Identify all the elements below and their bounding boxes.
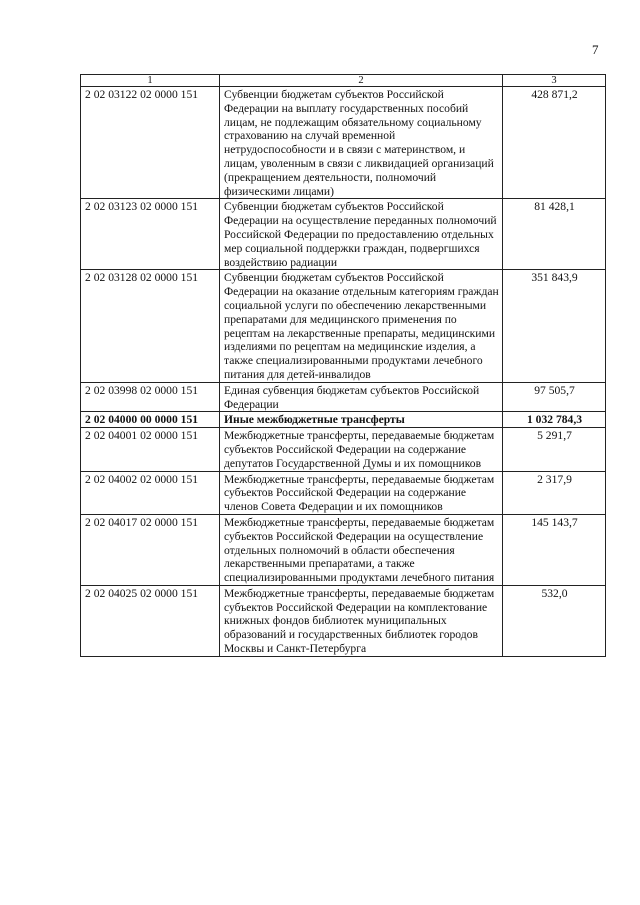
row-code: 2 02 04025 02 0000 151: [81, 585, 220, 656]
table-row: [81, 199, 606, 270]
row-amount: 1 032 784,3: [503, 412, 606, 428]
row-code: 2 02 04002 02 0000 151: [81, 471, 220, 514]
row-code: 2 02 04000 00 0000 151: [81, 412, 220, 428]
table-row: [81, 585, 606, 656]
row-amount: 428 871,2: [503, 87, 606, 199]
row-amount: 97 505,7: [503, 382, 606, 412]
row-description: Иные межбюджетные трансферты: [220, 412, 503, 428]
table-row: [81, 514, 606, 585]
row-description: Единая субвенция бюджетам субъектов Российской Федерации: [220, 382, 503, 412]
row-code: 2 02 04001 02 0000 151: [81, 428, 220, 471]
row-code: 2 02 03122 02 0000 151: [81, 87, 220, 199]
header-description: 2: [220, 75, 503, 87]
row-amount: 532,0: [503, 585, 606, 656]
row-description: Межбюджетные трансферты, передаваемые бюджетам субъектов Российской Федерации на содержание депутатов Государственной Думы и их помощников: [220, 428, 503, 471]
page-number: 7: [592, 42, 599, 57]
row-description: Субвенции бюджетам субъектов Российской Федерации на осуществление переданных полномочий Российской Федерации по предоставлению отдельных мер социальной поддержки граждан, подвергшихся воздействию радиации: [220, 199, 503, 270]
header-amount: 3: [503, 75, 606, 87]
table-header-row: [81, 75, 606, 87]
row-amount: 5 291,7: [503, 428, 606, 471]
row-code: 2 02 03123 02 0000 151: [81, 199, 220, 270]
row-amount: 2 317,9: [503, 471, 606, 514]
row-amount: 81 428,1: [503, 199, 606, 270]
row-code: 2 02 03998 02 0000 151: [81, 382, 220, 412]
header-code: 1: [81, 75, 220, 87]
budget-table: [80, 74, 606, 657]
row-code: 2 02 03128 02 0000 151: [81, 270, 220, 382]
table-row: [81, 428, 606, 471]
row-description: Межбюджетные трансферты, передаваемые бюджетам субъектов Российской Федерации на содержание членов Совета Федерации и их помощников: [220, 471, 503, 514]
row-amount: 145 143,7: [503, 514, 606, 585]
table-row: [81, 382, 606, 412]
row-description: Межбюджетные трансферты, передаваемые бюджетам субъектов Российской Федерации на комплектование книжных фондов библиотек муниципальных образований и государственных библиотек городов Москвы и Санкт-Петербурга: [220, 585, 503, 656]
row-description: Межбюджетные трансферты, передаваемые бюджетам субъектов Российской Федерации на осуществление отдельных полномочий в области обеспечения лекарственными препаратами, а также специализированными продуктами лечебного питания: [220, 514, 503, 585]
table-row-total: [81, 412, 606, 428]
row-code: 2 02 04017 02 0000 151: [81, 514, 220, 585]
table-row: [81, 270, 606, 382]
row-description: Субвенции бюджетам субъектов Российской Федерации на оказание отдельным категориям граждан социальной услуги по обеспечению лекарственными препаратами для медицинского применения по рецептам на лекарственные препараты, медицинскими изделиями по рецептам на медицинские изделия, а также специализированными продуктами лечебного питания для детей-инвалидов: [220, 270, 503, 382]
row-description: Субвенции бюджетам субъектов Российской Федерации на выплату государственных пособий лицам, не подлежащим обязательному социальному страхованию на случай временной нетрудоспособности и в связи с материнством, и лицам, уволенным в связи с ликвидацией организаций (прекращением деятельности, полномочий физическими лицами): [220, 87, 503, 199]
table-row: [81, 87, 606, 199]
row-amount: 351 843,9: [503, 270, 606, 382]
table-row: [81, 471, 606, 514]
